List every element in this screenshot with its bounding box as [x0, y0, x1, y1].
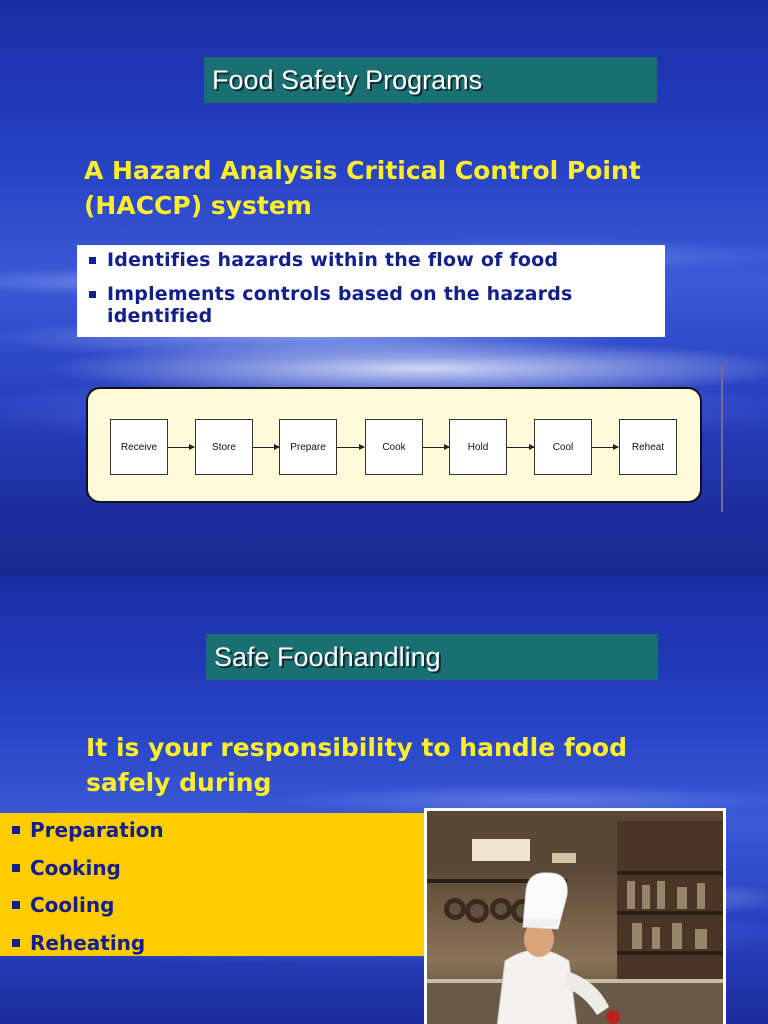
- flow-arrow: [253, 447, 279, 448]
- square-bullet-icon: [12, 864, 20, 872]
- slide-title: Food Safety Programs: [204, 57, 657, 103]
- square-bullet-icon: [12, 939, 20, 947]
- kitchen-chef-image: [427, 811, 723, 1024]
- slide-heading: A Hazard Analysis Critical Control Point (HACCP) system: [84, 156, 641, 220]
- divider-line: [721, 365, 723, 512]
- list-item-text: Cooling: [30, 893, 115, 917]
- flow-arrow: [592, 447, 618, 448]
- list-item: [8, 817, 420, 843]
- flow-step-cook: Cook: [365, 419, 423, 475]
- slide-safe-foodhandling: [0, 576, 768, 1024]
- kitchen-chef-photo: [424, 808, 726, 1024]
- flow-step-reheat: Reheat: [619, 419, 677, 475]
- slide-title: Safe Foodhandling: [206, 634, 658, 680]
- bullet-list: [8, 817, 420, 956]
- list-item: [85, 283, 657, 327]
- list-item: [85, 249, 657, 271]
- flow-arrow: [337, 447, 364, 448]
- flow-arrow: [168, 447, 194, 448]
- flow-step-store: Store: [195, 419, 253, 475]
- list-item-text: Implements controls based on the hazards identified: [107, 283, 573, 327]
- slide-separator: [0, 512, 768, 576]
- list-item-text: Preparation: [30, 818, 164, 842]
- list-item: [8, 892, 420, 918]
- bullet-list-box: [0, 813, 428, 956]
- flow-step-hold: Hold: [449, 419, 507, 475]
- bullet-list-box: [77, 245, 665, 337]
- flow-step-prepare: Prepare: [279, 419, 337, 475]
- slide-heading: It is your responsibility to handle food safely during: [86, 733, 627, 797]
- square-bullet-icon: [12, 901, 20, 909]
- square-bullet-icon: [89, 257, 96, 264]
- flow-step-cool: Cool: [534, 419, 592, 475]
- square-bullet-icon: [12, 826, 20, 834]
- square-bullet-icon: [89, 291, 96, 298]
- list-item-text: Identifies hazards within the flow of food: [107, 249, 559, 271]
- flow-step-receive: Receive: [110, 419, 168, 475]
- haccp-flow-diagram: [86, 387, 702, 503]
- list-item-text: Reheating: [30, 930, 146, 955]
- list-item: [8, 855, 420, 881]
- flow-arrow: [423, 447, 449, 448]
- list-item-text: Cooking: [30, 855, 121, 880]
- flow-arrow: [507, 447, 534, 448]
- list-item: [8, 930, 420, 956]
- bullet-list: [85, 249, 657, 327]
